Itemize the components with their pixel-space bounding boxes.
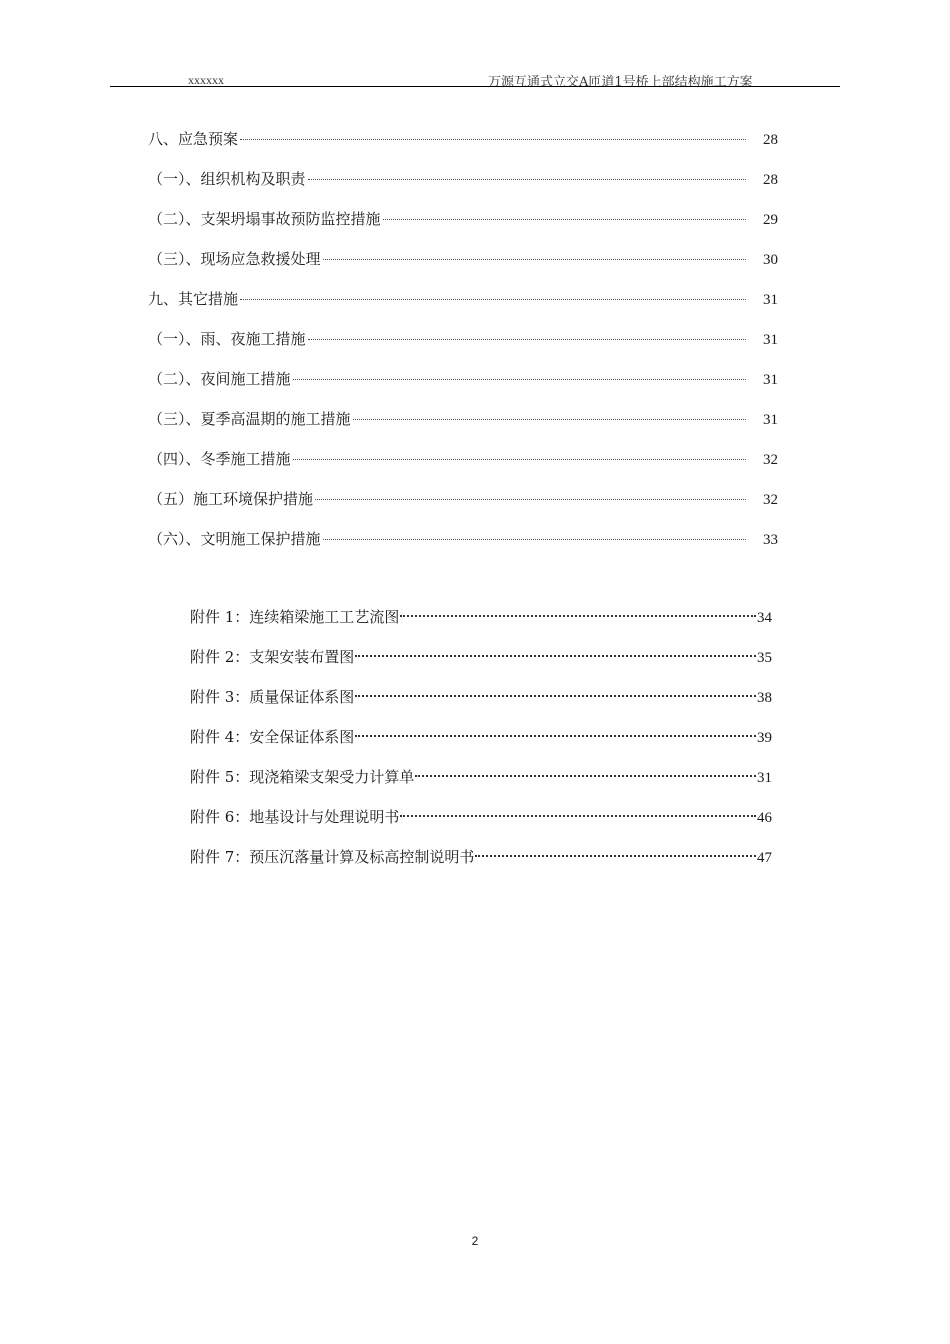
toc-entry-page: 28 — [763, 132, 778, 148]
appendix-entry-page: 39 — [757, 730, 772, 746]
toc-entry[interactable] — [148, 288, 778, 328]
toc-leader-dots — [308, 339, 746, 340]
appendix-entry-label: 附件 7：预压沉落量计算及标高控制说明书 — [190, 848, 475, 866]
appendix-entry[interactable] — [190, 726, 772, 766]
toc-entry-label: （六）、文明施工保护措施 — [148, 530, 321, 548]
table-of-contents — [148, 128, 778, 568]
toc-entry-label: （三）、现场应急救援处理 — [148, 250, 321, 268]
toc-leader-dots — [353, 419, 746, 420]
toc-leader-dots — [240, 299, 746, 300]
page-number: 2 — [471, 1234, 479, 1248]
appendix-entry-label: 附件 4：安全保证体系图 — [190, 728, 355, 746]
appendix-leader-dots — [415, 775, 756, 777]
appendix-entry[interactable] — [190, 846, 772, 886]
toc-leader-dots — [293, 459, 746, 460]
appendix-entry-page: 31 — [757, 770, 772, 786]
appendix-entry-label: 附件 2：支架安装布置图 — [190, 648, 355, 666]
toc-entry-label: （四）、冬季施工措施 — [148, 450, 291, 468]
toc-leader-dots — [293, 379, 746, 380]
toc-leader-dots — [383, 219, 746, 220]
toc-entry-page: 33 — [763, 532, 778, 548]
header-left-text: xxxxxx — [188, 73, 224, 87]
toc-entry[interactable] — [148, 128, 778, 168]
toc-entry[interactable] — [148, 168, 778, 208]
toc-entry-page: 31 — [763, 372, 778, 388]
toc-entry-label: 九、其它措施 — [148, 290, 239, 308]
toc-entry-label: （一）、雨、夜施工措施 — [148, 330, 306, 348]
appendix-entry[interactable] — [190, 686, 772, 726]
appendix-entry-page: 35 — [757, 650, 772, 666]
header-document-title: 万源互通式立交A匝道1号桥上部结构施工方案 — [488, 75, 753, 90]
toc-entry-label: （二）、夜间施工措施 — [148, 370, 291, 388]
toc-entry-page: 31 — [763, 412, 778, 428]
toc-entry[interactable] — [148, 328, 778, 368]
toc-entry-label: （二）、支架坍塌事故预防监控措施 — [148, 210, 381, 228]
toc-entry[interactable] — [148, 488, 778, 528]
toc-entry[interactable] — [148, 248, 778, 288]
toc-entry-label: （一）、组织机构及职责 — [148, 170, 306, 188]
appendix-entry-page: 47 — [757, 850, 772, 866]
appendix-entry[interactable] — [190, 606, 772, 646]
toc-entry[interactable] — [148, 208, 778, 248]
appendix-leader-dots — [400, 815, 756, 817]
toc-entry-label: （三）、夏季高温期的施工措施 — [148, 410, 351, 428]
appendix-entry-page: 34 — [757, 610, 772, 626]
toc-entry-page: 31 — [763, 292, 778, 308]
appendix-leader-dots — [355, 695, 756, 697]
toc-entry-page: 32 — [763, 452, 778, 468]
toc-leader-dots — [315, 499, 746, 500]
toc-entry[interactable] — [148, 408, 778, 448]
appendix-list — [190, 606, 772, 886]
toc-entry-label: （五）施工环境保护措施 — [148, 490, 314, 508]
toc-entry-page: 31 — [763, 332, 778, 348]
appendix-entry-page: 38 — [757, 690, 772, 706]
appendix-leader-dots — [475, 855, 756, 857]
appendix-entry-page: 46 — [757, 810, 772, 826]
toc-entry-page: 29 — [763, 212, 778, 228]
toc-leader-dots — [308, 179, 746, 180]
appendix-entry[interactable] — [190, 766, 772, 806]
toc-leader-dots — [323, 259, 746, 260]
header-rule — [110, 86, 840, 87]
appendix-entry-label: 附件 5：现浇箱梁支架受力计算单 — [190, 768, 415, 786]
appendix-entry-label: 附件 1：连续箱梁施工工艺流图 — [190, 608, 400, 626]
toc-entry[interactable] — [148, 528, 778, 568]
appendix-entry-label: 附件 3：质量保证体系图 — [190, 688, 355, 706]
appendix-entry-label: 附件 6：地基设计与处理说明书 — [190, 808, 400, 826]
toc-entry-label: 八、应急预案 — [148, 130, 239, 148]
appendix-entry[interactable] — [190, 806, 772, 846]
appendix-leader-dots — [355, 735, 756, 737]
toc-entry[interactable] — [148, 448, 778, 488]
toc-entry[interactable] — [148, 368, 778, 408]
appendix-leader-dots — [355, 655, 756, 657]
toc-entry-page: 30 — [763, 252, 778, 268]
toc-leader-dots — [240, 139, 746, 140]
toc-entry-page: 32 — [763, 492, 778, 508]
appendix-entry[interactable] — [190, 646, 772, 686]
appendix-leader-dots — [400, 615, 756, 617]
toc-leader-dots — [323, 539, 746, 540]
toc-entry-page: 28 — [763, 172, 778, 188]
